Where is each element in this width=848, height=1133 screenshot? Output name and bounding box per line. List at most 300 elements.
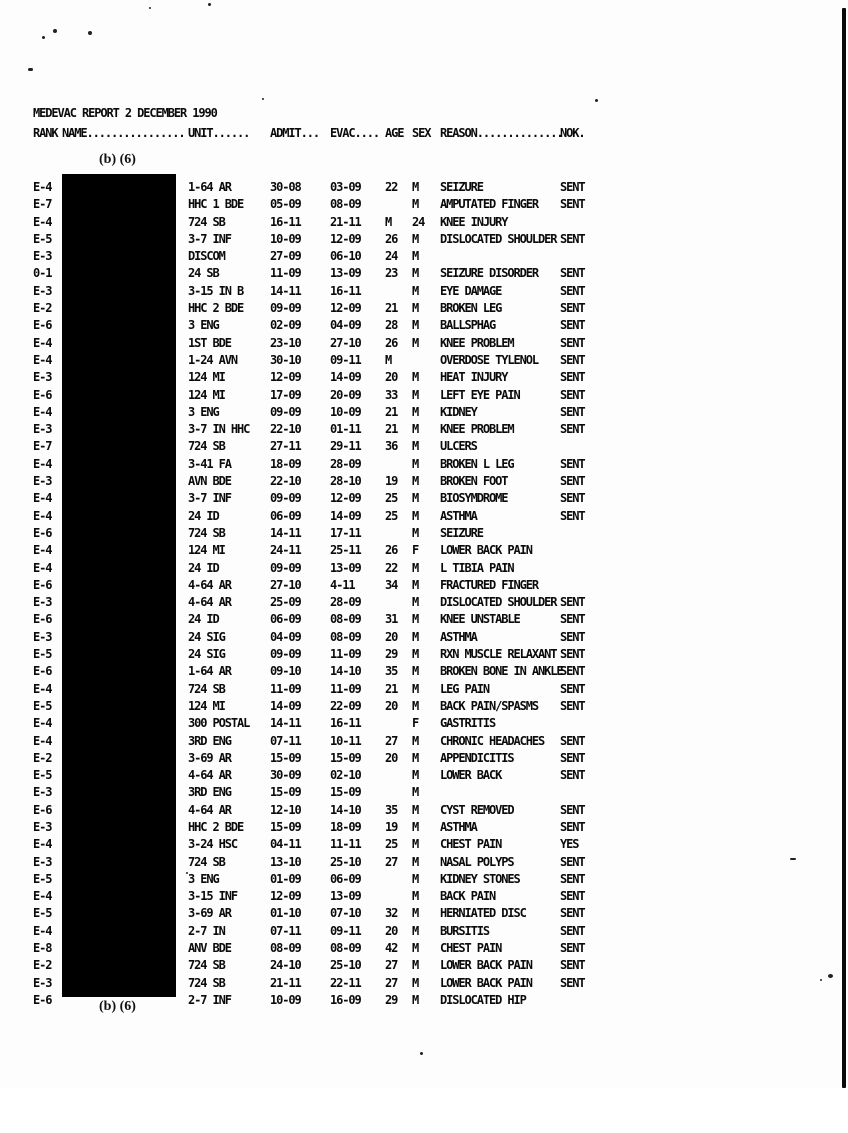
cell-reason: L TIBIA PAIN (440, 560, 514, 575)
cell-rank: E-4 (33, 456, 52, 471)
cell-evac: 16-11 (330, 283, 361, 298)
cell-nok: SENT (560, 283, 585, 298)
cell-reason: ASTHMA (440, 819, 477, 834)
cell-admit: 30-10 (270, 352, 301, 367)
cell-age: 27 (385, 975, 398, 990)
scan-speck (262, 98, 264, 100)
cell-admit: 14-09 (270, 698, 301, 713)
cell-age: 26 (385, 231, 398, 246)
cell-reason: BALLSPHAG (440, 318, 496, 333)
cell-rank: E-3 (33, 474, 52, 489)
cell-rank: E-3 (33, 854, 52, 869)
cell-unit: 3RD ENG (188, 733, 231, 748)
cell-nok: SENT (560, 612, 585, 627)
cell-admit: 12-09 (270, 889, 301, 904)
cell-evac: 4-11 (330, 577, 355, 592)
cell-evac: 22-11 (330, 975, 361, 990)
cell-evac: 11-09 (330, 681, 361, 696)
cell-sex: M (412, 231, 419, 246)
table-row (33, 336, 623, 353)
cell-evac: 28-09 (330, 595, 361, 610)
cell-reason: LEG PAIN (440, 681, 489, 696)
cell-sex: M (412, 802, 419, 817)
cell-admit: 24-11 (270, 543, 301, 558)
cell-rank: E-5 (33, 906, 52, 921)
table-row (33, 215, 623, 232)
cell-sex: M (412, 906, 419, 921)
cell-unit: 724 SB (188, 975, 225, 990)
cell-reason: AMPUTATED FINGER (440, 197, 538, 212)
cell-reason: ASTHMA (440, 508, 477, 523)
table-row (33, 595, 623, 612)
cell-age: 20 (385, 923, 398, 938)
header-sex: SEX (412, 126, 431, 140)
cell-admit: 21-11 (270, 975, 301, 990)
cell-admit: 17-09 (270, 387, 301, 402)
cell-unit: 3-15 INF (188, 889, 237, 904)
cell-age: 33 (385, 387, 398, 402)
table-row (33, 924, 623, 941)
cell-admit: 02-09 (270, 318, 301, 333)
table-header-row (33, 126, 613, 143)
scan-speck (42, 36, 45, 39)
cell-admit: 09-09 (270, 301, 301, 316)
cell-sex: M (412, 681, 419, 696)
cell-nok: SENT (560, 595, 585, 610)
cell-sex: M (412, 837, 419, 852)
cell-evac: 14-10 (330, 802, 361, 817)
cell-admit: 08-09 (270, 941, 301, 956)
cell-sex: M (412, 768, 419, 783)
cell-rank: E-4 (33, 404, 52, 419)
cell-rank: E-4 (33, 733, 52, 748)
cell-rank: E-4 (33, 352, 52, 367)
cell-nok: SENT (560, 958, 585, 973)
cell-reason: LOWER BACK PAIN (440, 975, 532, 990)
cell-sex: M (412, 889, 419, 904)
cell-evac: 22-09 (330, 698, 361, 713)
cell-sex: M (412, 180, 419, 194)
cell-age: 27 (385, 733, 398, 748)
cell-reason: KIDNEY (440, 404, 477, 419)
cell-unit: 3 ENG (188, 404, 219, 419)
cell-reason: NASAL POLYPS (440, 854, 514, 869)
cell-sex: M (412, 197, 419, 212)
cell-age: 29 (385, 992, 398, 1007)
cell-age: 22 (385, 180, 398, 194)
cell-unit: 724 SB (188, 214, 225, 229)
scan-speck (88, 31, 92, 35)
cell-admit: 04-11 (270, 837, 301, 852)
cell-unit: 1-64 AR (188, 180, 231, 194)
cell-sex: M (412, 491, 419, 506)
cell-reason: DISLOCATED SHOULDER (440, 595, 557, 610)
cell-reason: OVERDOSE TYLENOL (440, 352, 538, 367)
cell-sex: M (412, 404, 419, 419)
cell-rank: E-3 (33, 975, 52, 990)
cell-sex: M (412, 422, 419, 437)
cell-unit: 3-7 IN HHC (188, 422, 250, 437)
cell-nok: SENT (560, 664, 585, 679)
cell-unit: 3 ENG (188, 318, 219, 333)
cell-admit: 27-09 (270, 249, 301, 264)
cell-unit: 124 MI (188, 387, 225, 402)
header-reason: REASON.............. (440, 126, 563, 140)
cell-admit: 05-09 (270, 197, 301, 212)
cell-nok: SENT (560, 750, 585, 765)
cell-unit: HHC 2 BDE (188, 819, 244, 834)
cell-rank: E-4 (33, 214, 52, 229)
table-row (33, 612, 623, 629)
scan-speck (420, 1052, 423, 1055)
cell-reason: KIDNEY STONES (440, 871, 520, 886)
cell-nok: SENT (560, 508, 585, 523)
table-row (33, 682, 623, 699)
cell-sex: M (412, 923, 419, 938)
cell-age: 31 (385, 612, 398, 627)
cell-reason: EYE DAMAGE (440, 283, 502, 298)
cell-reason: HERNIATED DISC (440, 906, 526, 921)
cell-unit: 124 MI (188, 543, 225, 558)
cell-unit: 2-7 IN (188, 923, 225, 938)
cell-nok: SENT (560, 491, 585, 506)
cell-unit: 24 SIG (188, 629, 225, 644)
cell-reason: LEFT EYE PAIN (440, 387, 520, 402)
cell-nok: SENT (560, 629, 585, 644)
cell-evac: 28-09 (330, 456, 361, 471)
redaction-exemption-label-bottom: (b) (6) (99, 999, 136, 1014)
cell-admit: 10-09 (270, 231, 301, 246)
cell-evac: 12-09 (330, 491, 361, 506)
cell-admit: 07-11 (270, 923, 301, 938)
cell-rank: E-5 (33, 231, 52, 246)
cell-unit: 1-24 AVN (188, 352, 237, 367)
cell-sex: M (412, 283, 419, 298)
cell-sex: M (412, 975, 419, 990)
cell-nok: SENT (560, 647, 585, 662)
cell-age: 24 (385, 249, 398, 264)
table-row (33, 941, 623, 958)
cell-age: 20 (385, 370, 398, 385)
table-row (33, 370, 623, 387)
cell-sex: M (412, 301, 419, 316)
cell-rank: E-4 (33, 889, 52, 904)
cell-unit: 4-64 AR (188, 595, 231, 610)
scan-speck (149, 7, 151, 9)
cell-reason: KNEE UNSTABLE (440, 612, 520, 627)
cell-nok: YES (560, 837, 579, 852)
header-name: NAME................ (62, 126, 185, 140)
cell-sex: M (412, 387, 419, 402)
cell-evac: 13-09 (330, 266, 361, 281)
cell-reason: ULCERS (440, 439, 477, 454)
redaction-exemption-label-top: (b) (6) (99, 152, 136, 167)
cell-admit: 16-11 (270, 214, 301, 229)
cell-reason: SEIZURE (440, 180, 483, 194)
cell-unit: 3-69 AR (188, 906, 231, 921)
cell-age: 35 (385, 664, 398, 679)
cell-rank: E-6 (33, 992, 52, 1007)
cell-rank: E-6 (33, 577, 52, 592)
cell-rank: E-5 (33, 871, 52, 886)
cell-reason: LOWER BACK (440, 768, 502, 783)
cell-age: 20 (385, 750, 398, 765)
cell-nok: SENT (560, 802, 585, 817)
cell-age: 23 (385, 266, 398, 281)
cell-rank: E-4 (33, 180, 52, 194)
cell-rank: E-6 (33, 664, 52, 679)
cell-sex: M (412, 456, 419, 471)
table-row (33, 439, 623, 456)
cell-evac: 03-09 (330, 180, 361, 194)
cell-nok: SENT (560, 456, 585, 471)
table-row (33, 872, 623, 889)
cell-evac: 09-11 (330, 923, 361, 938)
cell-admit: 15-09 (270, 750, 301, 765)
cell-admit: 13-10 (270, 854, 301, 869)
cell-reason: CHRONIC HEADACHES (440, 733, 545, 748)
cell-reason: LOWER BACK PAIN (440, 543, 532, 558)
table-row (33, 837, 623, 854)
table-row (33, 266, 623, 283)
cell-sex: M (412, 647, 419, 662)
cell-evac: 17-11 (330, 525, 361, 540)
cell-nok: SENT (560, 180, 585, 194)
cell-sex: M (412, 560, 419, 575)
cell-reason: RXN MUSCLE RELAXANT (440, 647, 557, 662)
cell-reason: BURSITIS (440, 923, 489, 938)
table-row (33, 318, 623, 335)
cell-unit: 724 SB (188, 681, 225, 696)
cell-reason: FRACTURED FINGER (440, 577, 538, 592)
cell-nok: SENT (560, 335, 585, 350)
cell-reason: BROKEN FOOT (440, 474, 508, 489)
cell-age: 19 (385, 474, 398, 489)
cell-age: 27 (385, 958, 398, 973)
scan-speck (208, 3, 211, 6)
cell-age: 20 (385, 629, 398, 644)
table-row (33, 509, 623, 526)
cell-admit: 27-10 (270, 577, 301, 592)
cell-rank: E-2 (33, 750, 52, 765)
scan-speck (790, 858, 796, 860)
cell-evac: 21-11 (330, 214, 361, 229)
table-row (33, 803, 623, 820)
cell-nok: SENT (560, 941, 585, 956)
scan-edge-bar (842, 8, 846, 1088)
cell-reason: KNEE INJURY (440, 214, 508, 229)
cell-rank: E-3 (33, 422, 52, 437)
scan-speck (828, 974, 833, 978)
cell-reason: CHEST PAIN (440, 941, 502, 956)
cell-nok: SENT (560, 318, 585, 333)
cell-evac: 14-09 (330, 508, 361, 523)
table-row (33, 474, 623, 491)
table-row (33, 301, 623, 318)
cell-nok: SENT (560, 301, 585, 316)
cell-reason: LOWER BACK PAIN (440, 958, 532, 973)
cell-nok: SENT (560, 975, 585, 990)
table-row (33, 491, 623, 508)
cell-age: 35 (385, 802, 398, 817)
cell-admit: 01-10 (270, 906, 301, 921)
cell-evac: 25-11 (330, 543, 361, 558)
cell-unit: 1ST BDE (188, 335, 231, 350)
cell-admit: 27-11 (270, 439, 301, 454)
table-row (33, 664, 623, 681)
cell-rank: E-4 (33, 681, 52, 696)
cell-evac: 08-09 (330, 612, 361, 627)
cell-admit: 22-10 (270, 474, 301, 489)
cell-sex: M (412, 958, 419, 973)
cell-unit: 300 POSTAL (188, 716, 250, 731)
cell-unit: 2-7 INF (188, 992, 231, 1007)
cell-reason: GASTRITIS (440, 716, 496, 731)
cell-unit: 24 ID (188, 560, 219, 575)
cell-nok: SENT (560, 819, 585, 834)
cell-evac: 01-11 (330, 422, 361, 437)
table-row (33, 751, 623, 768)
cell-admit: 11-09 (270, 266, 301, 281)
cell-rank: E-4 (33, 543, 52, 558)
cell-unit: 724 SB (188, 525, 225, 540)
cell-nok: SENT (560, 768, 585, 783)
cell-sex: M (412, 733, 419, 748)
cell-sex: M (412, 664, 419, 679)
table-row (33, 232, 623, 249)
cell-admit: 30-08 (270, 180, 301, 194)
cell-admit: 22-10 (270, 422, 301, 437)
cell-sex: 24 (412, 214, 425, 229)
cell-nok: SENT (560, 352, 585, 367)
cell-reason: SEIZURE (440, 525, 483, 540)
cell-unit: HHC 1 BDE (188, 197, 244, 212)
cell-unit: 3-15 IN B (188, 283, 244, 298)
cell-evac: 25-10 (330, 958, 361, 973)
cell-rank: E-5 (33, 698, 52, 713)
scan-speck (28, 68, 33, 71)
cell-reason: CHEST PAIN (440, 837, 502, 852)
table-row (33, 734, 623, 751)
cell-nok: SENT (560, 906, 585, 921)
cell-unit: 24 SIG (188, 647, 225, 662)
table-row (33, 768, 623, 785)
cell-sex: M (412, 785, 419, 800)
cell-reason: KNEE PROBLEM (440, 335, 514, 350)
cell-age: 36 (385, 439, 398, 454)
cell-sex: M (412, 750, 419, 765)
cell-reason: DISLOCATED HIP (440, 992, 526, 1007)
scan-speck (595, 99, 598, 102)
cell-sex: F (412, 543, 419, 558)
cell-rank: E-6 (33, 525, 52, 540)
cell-reason: CYST REMOVED (440, 802, 514, 817)
cell-evac: 10-09 (330, 404, 361, 419)
table-row (33, 993, 623, 1010)
table-row (33, 855, 623, 872)
cell-evac: 10-11 (330, 733, 361, 748)
cell-admit: 23-10 (270, 335, 301, 350)
cell-age: 34 (385, 577, 398, 592)
cell-reason: HEAT INJURY (440, 370, 508, 385)
cell-sex: M (412, 508, 419, 523)
cell-age: 21 (385, 301, 398, 316)
cell-rank: E-3 (33, 819, 52, 834)
cell-unit: 4-64 AR (188, 768, 231, 783)
cell-nok: SENT (560, 698, 585, 713)
cell-unit: 4-64 AR (188, 577, 231, 592)
cell-age: 21 (385, 422, 398, 437)
table-row (33, 284, 623, 301)
cell-evac: 28-10 (330, 474, 361, 489)
header-unit: UNIT...... (188, 126, 250, 140)
table-row (33, 405, 623, 422)
cell-unit: 124 MI (188, 698, 225, 713)
cell-admit: 14-11 (270, 525, 301, 540)
cell-rank: E-3 (33, 370, 52, 385)
cell-evac: 07-10 (330, 906, 361, 921)
cell-reason: BROKEN BONE IN ANKLE (440, 664, 563, 679)
cell-nok: SENT (560, 733, 585, 748)
scan-speck (820, 979, 822, 981)
cell-unit: 3-24 HSC (188, 837, 237, 852)
cell-reason: BROKEN L LEG (440, 456, 514, 471)
cell-sex: F (412, 716, 419, 731)
cell-age: 25 (385, 491, 398, 506)
cell-reason: ASTHMA (440, 629, 477, 644)
cell-rank: E-6 (33, 802, 52, 817)
cell-reason: SEIZURE DISORDER (440, 266, 538, 281)
cell-sex: M (412, 266, 419, 281)
cell-age: 26 (385, 543, 398, 558)
cell-sex: M (412, 335, 419, 350)
cell-unit: 24 ID (188, 508, 219, 523)
cell-rank: E-4 (33, 335, 52, 350)
cell-nok: SENT (560, 266, 585, 281)
cell-nok: SENT (560, 231, 585, 246)
cell-nok: SENT (560, 681, 585, 696)
cell-age: 21 (385, 681, 398, 696)
header-age: AGE (385, 126, 404, 140)
scan-speck (53, 29, 57, 33)
cell-evac: 08-09 (330, 941, 361, 956)
cell-sex: M (412, 318, 419, 333)
header-rank: RANK (33, 126, 58, 140)
table-row (33, 353, 623, 370)
cell-evac: 12-09 (330, 301, 361, 316)
cell-evac: 06-10 (330, 249, 361, 264)
cell-rank: E-2 (33, 958, 52, 973)
table-row (33, 906, 623, 923)
cell-unit: 3-7 INF (188, 231, 231, 246)
table-row (33, 976, 623, 993)
cell-evac: 14-10 (330, 664, 361, 679)
table-row (33, 388, 623, 405)
cell-admit: 04-09 (270, 629, 301, 644)
cell-nok: SENT (560, 422, 585, 437)
cell-unit: 1-64 AR (188, 664, 231, 679)
cell-admit: 24-10 (270, 958, 301, 973)
cell-admit: 09-09 (270, 560, 301, 575)
cell-age: M (385, 352, 392, 367)
cell-reason: DISLOCATED SHOULDER (440, 231, 557, 246)
cell-age: 25 (385, 837, 398, 852)
cell-rank: 0-1 (33, 266, 52, 281)
cell-evac: 08-09 (330, 629, 361, 644)
cell-unit: 3RD ENG (188, 785, 231, 800)
cell-sex: M (412, 370, 419, 385)
cell-unit: 3 ENG (188, 871, 219, 886)
